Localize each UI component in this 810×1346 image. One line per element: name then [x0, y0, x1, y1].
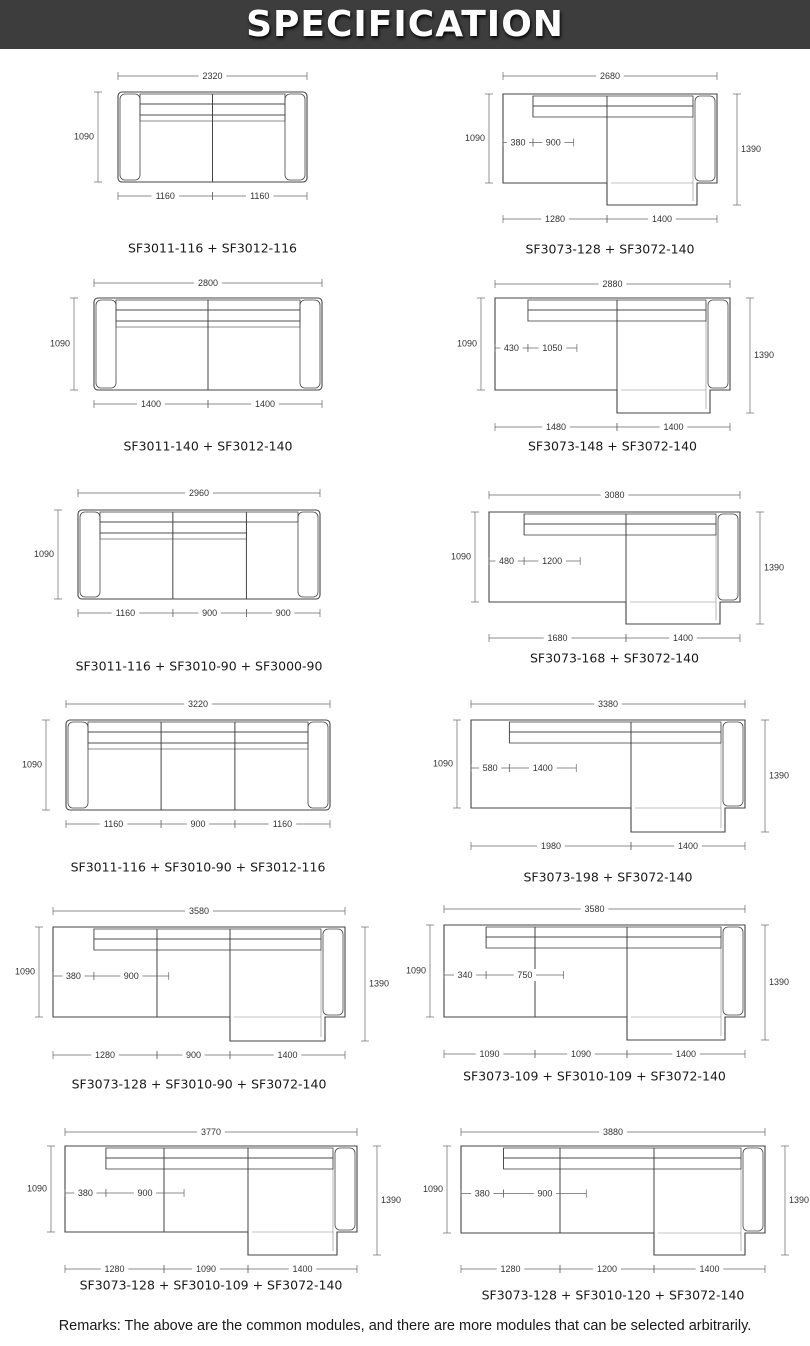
total-width-label: 3580 [584, 903, 605, 914]
depth-label: 1090 [432, 758, 453, 769]
sofa-diagram-8 [433, 698, 789, 885]
sofa-diagram-2 [465, 70, 761, 257]
sofa-caption: SF3073-109 + SF3010-109 + SF3072-140 [463, 1068, 726, 1084]
chaise-depth-label: 1390 [769, 770, 790, 781]
segment-width-label: 1400 [254, 398, 276, 409]
total-width-label: 2880 [602, 278, 623, 289]
seat-width-label: 1400 [532, 762, 553, 773]
segment-width-label: 1400 [292, 1263, 313, 1274]
chaise-depth-label: 1390 [754, 349, 775, 360]
segment-width-label: 1160 [250, 190, 270, 201]
sofa-diagram-4 [457, 278, 774, 454]
sofa-outline [53, 927, 345, 1041]
segment-width-label: 1400 [677, 840, 699, 851]
depth-label: 1090 [14, 966, 35, 977]
segment-width-label: 900 [185, 1049, 202, 1060]
segment-width-label: 1400 [651, 213, 673, 224]
sofa-diagram-6 [451, 489, 784, 666]
segment-width-label: 1400 [140, 398, 162, 409]
segment-width-label: 1400 [277, 1049, 298, 1060]
sofa-diagram-7 [22, 698, 330, 875]
sofa-outline [444, 925, 745, 1040]
sofa-caption: SF3073-128 + SF3010-109 + SF3072-140 [79, 1277, 343, 1293]
depth-label: 1090 [73, 131, 94, 142]
depth-label: 1090 [464, 132, 485, 143]
segment-width-label: 1280 [104, 1263, 125, 1274]
depth-label: 1090 [450, 551, 471, 562]
depth-label: 1090 [21, 759, 42, 770]
sofa-caption: SF3073-168 + SF3072-140 [529, 650, 700, 666]
sofa-caption: SF3073-128 + SF3010-120 + SF3072-140 [481, 1287, 745, 1303]
depth-label: 1090 [405, 965, 426, 976]
total-width-label: 3770 [200, 1126, 222, 1137]
depth-label: 1090 [26, 1183, 47, 1194]
segment-width-label: 1280 [544, 213, 566, 224]
seat-width-label: 1050 [542, 342, 563, 353]
sofa-diagram-11 [27, 1126, 401, 1293]
arm-width-label: 380 [65, 970, 81, 981]
chaise-depth-label: 1390 [789, 1194, 810, 1205]
segment-width-label: 1090 [570, 1048, 592, 1059]
sofa-caption: SF3011-116 + SF3010-90 + SF3000-90 [75, 658, 323, 674]
sofa-diagram-3 [50, 277, 322, 454]
total-width-label: 2960 [188, 487, 210, 498]
remarks-text: Remarks: The above are the common modules, and there are more modules that can be selected arbitrarily. [58, 1318, 752, 1334]
sofa-outline [495, 298, 730, 413]
segment-width-label: 1400 [699, 1263, 720, 1274]
segment-width-label: 1160 [155, 190, 175, 201]
segment-width-label: 1680 [547, 632, 568, 643]
sofa-diagram-1 [74, 70, 307, 256]
segment-width-label: 1160 [103, 818, 124, 829]
seat-width-label: 900 [137, 1187, 153, 1198]
segment-width-label: 1400 [675, 1048, 697, 1059]
sofa-caption: SF3073-128 + SF3072-140 [525, 241, 695, 257]
segment-width-label: 1280 [94, 1049, 116, 1060]
total-width-label: 3380 [597, 698, 619, 709]
segment-width-label: 900 [190, 818, 206, 829]
segment-width-label: 1280 [500, 1263, 521, 1274]
segment-width-label: 1160 [115, 607, 136, 618]
sofa-diagram-10 [406, 903, 789, 1084]
segment-width-label: 1090 [479, 1048, 500, 1059]
depth-label: 1090 [456, 338, 477, 349]
segment-width-label: 900 [202, 607, 218, 618]
sofa-outline [503, 94, 717, 205]
page-title: SPECIFICATION [246, 4, 564, 45]
segment-width-label: 900 [275, 607, 291, 618]
depth-label: 1090 [422, 1183, 443, 1194]
sofa-diagram-9 [15, 905, 389, 1092]
sofa-outline [461, 1146, 765, 1255]
arm-width-label: 380 [474, 1188, 490, 1199]
segment-width-label: 1980 [540, 840, 562, 851]
depth-label: 1090 [49, 338, 70, 349]
sofa-diagram-12 [423, 1126, 809, 1303]
segment-width-label: 1090 [195, 1263, 217, 1274]
arm-width-label: 380 [510, 137, 526, 148]
chaise-depth-label: 1390 [769, 976, 790, 987]
sofa-outline [471, 720, 745, 832]
arm-width-label: 430 [503, 342, 519, 353]
chaise-depth-label: 1390 [764, 562, 785, 573]
sofa-caption: SF3011-116 + SF3012-116 [127, 240, 298, 256]
total-width-label: 3080 [604, 489, 625, 500]
total-width-label: 2800 [197, 277, 219, 288]
sofa-outline [65, 1146, 357, 1255]
total-width-label: 2680 [599, 70, 621, 81]
segment-width-label: 1480 [545, 421, 567, 432]
seat-width-label: 900 [545, 137, 561, 148]
total-width-label: 3220 [187, 698, 209, 709]
seat-width-label: 1200 [542, 555, 563, 566]
sofa-outline [489, 512, 740, 624]
sofa-caption: SF3073-198 + SF3072-140 [523, 869, 693, 885]
segment-width-label: 1160 [272, 818, 293, 829]
chaise-depth-label: 1390 [369, 978, 390, 989]
arm-width-label: 480 [499, 555, 515, 566]
depth-label: 1090 [33, 548, 54, 559]
sofa-caption: SF3011-116 + SF3010-90 + SF3012-116 [70, 859, 326, 875]
total-width-label: 2320 [202, 70, 223, 81]
seat-width-label: 900 [123, 970, 139, 981]
segment-width-label: 1400 [672, 632, 694, 643]
sofa-caption: SF3011-140 + SF3012-140 [123, 438, 293, 454]
seat-width-label: 750 [517, 969, 533, 980]
segment-width-label: 1200 [596, 1263, 618, 1274]
sofa-caption: SF3073-148 + SF3072-140 [527, 438, 698, 454]
chaise-depth-label: 1390 [381, 1194, 402, 1205]
total-width-label: 3580 [188, 905, 210, 916]
sofa-diagram-5 [34, 487, 322, 674]
chaise-depth-label: 1390 [741, 143, 762, 154]
arm-width-label: 340 [457, 969, 473, 980]
seat-width-label: 900 [537, 1188, 553, 1199]
total-width-label: 3880 [602, 1126, 624, 1137]
segment-width-label: 1400 [663, 421, 684, 432]
arm-width-label: 580 [482, 762, 498, 773]
sofa-caption: SF3073-128 + SF3010-90 + SF3072-140 [71, 1076, 327, 1092]
arm-width-label: 380 [77, 1187, 93, 1198]
